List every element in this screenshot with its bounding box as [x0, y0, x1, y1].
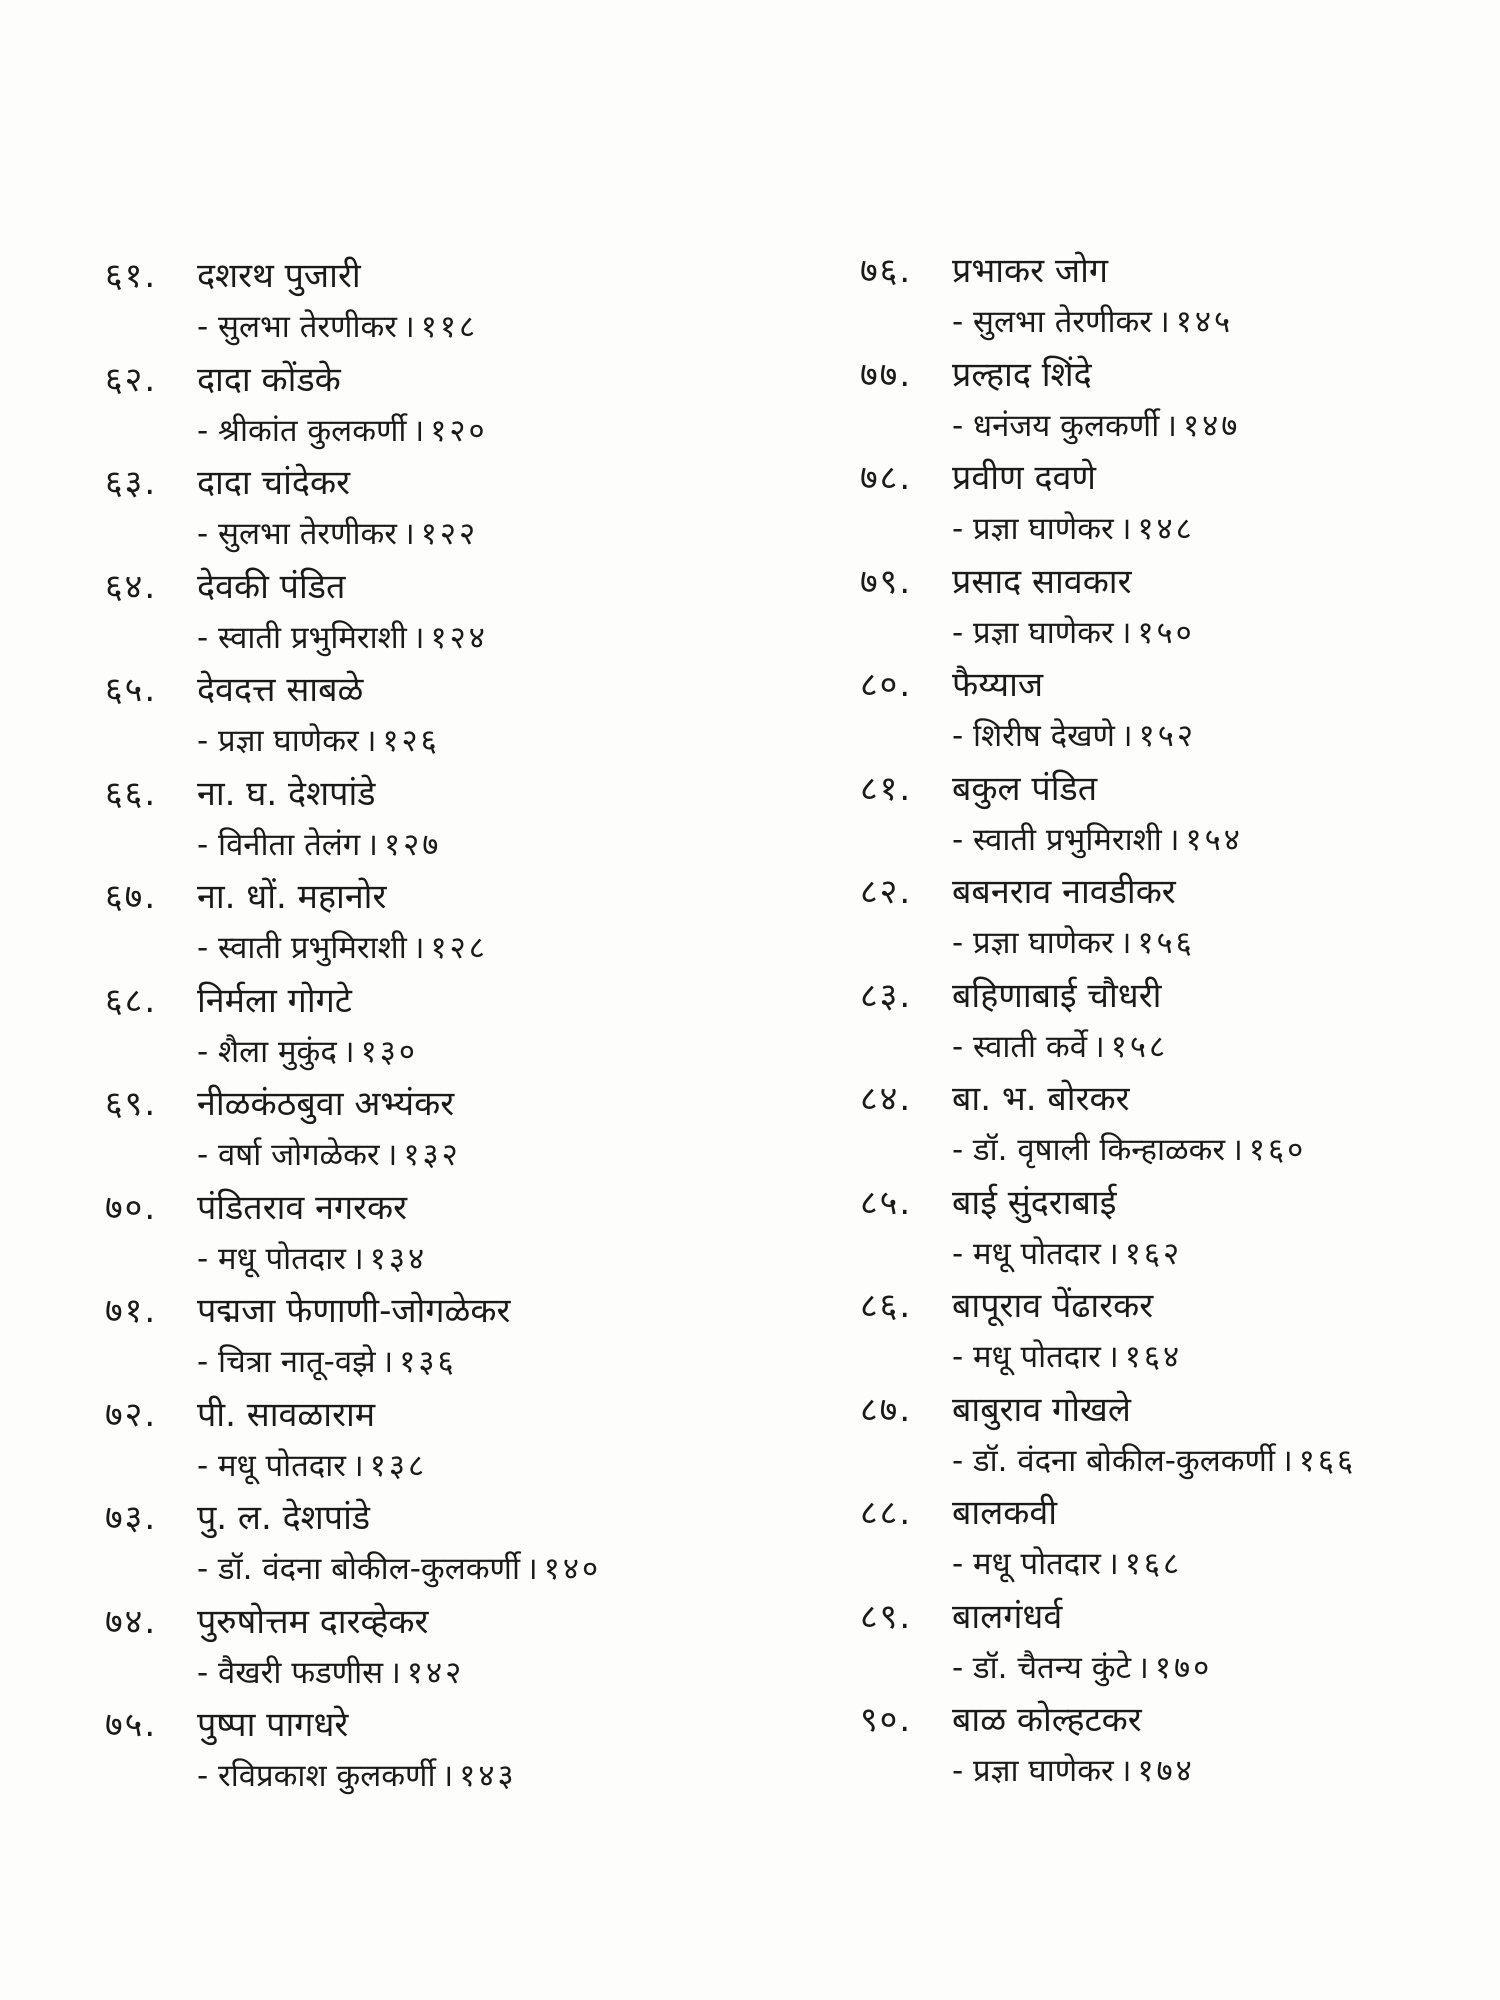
entry-author: - शैला मुकुंद — [197, 1033, 337, 1070]
toc-entry[interactable] — [105, 1078, 745, 1182]
entry-name: बहिणाबाई चौधरी — [952, 975, 1162, 1016]
toc-entry[interactable] — [860, 556, 1500, 660]
entry-number: ७५. — [105, 1705, 158, 1745]
entry-separator: । — [1281, 1442, 1293, 1479]
entry-name: बालकवी — [952, 1493, 1058, 1533]
entry-page-number: १६० — [1248, 1132, 1307, 1168]
entry-separator: । — [412, 619, 425, 656]
entry-number: ६५. — [105, 670, 158, 710]
entry-byline — [952, 1643, 1212, 1693]
toc-entry[interactable] — [860, 452, 1500, 556]
entry-heading — [860, 245, 1108, 297]
entry-byline — [197, 1337, 457, 1387]
entry-author: - डॉ. वंदना बोकील-कुलकर्णी — [952, 1442, 1275, 1479]
entry-byline — [952, 401, 1240, 451]
entry-name: बा. भ. बोरकर — [952, 1079, 1130, 1119]
entry-name: पंडितराव नगरकर — [197, 1187, 408, 1228]
entry-byline — [952, 1539, 1182, 1589]
entry-byline — [197, 302, 478, 352]
entry-separator: । — [385, 1137, 398, 1173]
entry-page-number: १६२ — [1124, 1235, 1183, 1272]
entry-heading — [105, 561, 345, 613]
toc-entry[interactable] — [860, 763, 1500, 867]
entry-page-number: १२८ — [430, 930, 488, 966]
entry-byline — [197, 406, 488, 456]
entry-heading — [860, 866, 1176, 918]
entry-author: - प्रज्ञा घाणेकर — [952, 614, 1114, 651]
entry-heading — [860, 452, 1096, 504]
entry-name: दादा चांदेकर — [197, 463, 350, 503]
toc-entry[interactable] — [860, 970, 1500, 1074]
entry-heading — [105, 457, 350, 509]
entry-number: ८३. — [860, 975, 913, 1016]
toc-column-right — [860, 245, 1500, 1798]
entry-name: पी. सावळाराम — [197, 1394, 376, 1435]
entry-heading — [860, 1591, 1062, 1643]
toc-entry[interactable] — [105, 1596, 745, 1700]
entry-byline — [952, 297, 1233, 347]
entry-separator: । — [1106, 1546, 1119, 1582]
toc-entry[interactable] — [105, 768, 745, 872]
toc-entry[interactable] — [860, 1694, 1500, 1798]
entry-page-number: १२६ — [382, 723, 440, 759]
toc-entry[interactable] — [860, 1280, 1500, 1384]
entry-byline — [197, 1751, 517, 1801]
entry-heading — [105, 768, 375, 820]
entry-author: - मधू पोतदार — [197, 1240, 346, 1277]
entry-number: ६८. — [105, 980, 158, 1021]
entry-author: - वैखरी फडणीस — [197, 1654, 384, 1691]
entry-name: ना. घ. देशपांडे — [197, 773, 376, 814]
entry-heading — [860, 1384, 1131, 1436]
entry-number: ७२. — [105, 1394, 158, 1435]
entry-heading — [860, 556, 1132, 608]
entry-separator: । — [1120, 718, 1133, 754]
entry-byline — [952, 1746, 1195, 1796]
entry-author: - स्वाती प्रभुमिराशी — [952, 821, 1162, 858]
entry-author: - सुलभा तेरणीकर — [952, 304, 1152, 340]
entry-number: ६७. — [105, 877, 158, 917]
entry-name: पुष्पा पागधरे — [197, 1705, 349, 1745]
toc-entry[interactable] — [860, 1487, 1500, 1591]
entry-author: - डॉ. वंदना बोकील-कुलकर्णी — [197, 1551, 520, 1587]
entry-number: ८५. — [860, 1182, 913, 1223]
toc-entry[interactable] — [105, 664, 745, 768]
toc-entry[interactable] — [860, 1073, 1500, 1177]
entry-number: ६६. — [105, 773, 158, 814]
entry-author: - स्वाती कर्वे — [952, 1028, 1087, 1065]
entry-page-number: १४८ — [1137, 511, 1195, 547]
toc-entry[interactable] — [105, 1285, 745, 1389]
entry-page-number: १५८ — [1110, 1028, 1169, 1065]
entry-name: फैय्याज — [952, 665, 1044, 705]
entry-number: ७६. — [860, 251, 913, 291]
entry-separator: । — [412, 930, 425, 966]
entry-byline — [952, 504, 1195, 554]
entry-heading — [860, 349, 1092, 401]
entry-name: ना. धों. महानोर — [197, 877, 387, 917]
toc-entry[interactable] — [105, 457, 745, 561]
entry-page-number: १४० — [543, 1551, 602, 1587]
entry-separator: । — [1119, 1753, 1132, 1789]
entry-page-number: १२२ — [420, 516, 479, 552]
entry-number: ६४. — [105, 566, 158, 607]
entry-byline — [197, 509, 478, 559]
entry-separator: । — [381, 1344, 394, 1380]
entry-heading — [105, 250, 361, 302]
entry-heading — [105, 1389, 375, 1441]
entry-heading — [860, 1694, 1142, 1746]
entry-page-number: १२० — [430, 412, 488, 449]
entry-byline — [197, 820, 441, 870]
entry-name: बाई सुंदराबाई — [952, 1182, 1117, 1223]
entry-author: - श्रीकांत कुलकर्णी — [197, 412, 407, 449]
entry-number: ६१. — [105, 256, 158, 296]
entry-separator: । — [364, 723, 377, 759]
entry-byline — [952, 815, 1243, 865]
entry-author: - डॉ. चैतन्य कुंटे — [952, 1649, 1132, 1686]
toc-entry[interactable] — [860, 1384, 1500, 1488]
entry-heading — [105, 1285, 510, 1337]
entry-separator: । — [1157, 304, 1170, 340]
entry-number: ७९. — [860, 561, 913, 602]
entry-byline — [197, 1130, 461, 1180]
entry-name: दादा कोंडके — [197, 359, 341, 400]
entry-author: - मधू पोतदार — [952, 1235, 1101, 1272]
entry-heading — [105, 1596, 428, 1648]
entry-separator: । — [1167, 821, 1180, 858]
toc-entry[interactable] — [105, 1182, 745, 1286]
entry-heading — [105, 1078, 454, 1130]
entry-heading — [860, 1073, 1130, 1125]
toc-entry[interactable] — [105, 975, 745, 1079]
entry-separator: । — [1119, 614, 1132, 651]
entry-page-number: १३६ — [399, 1344, 457, 1380]
entry-page-number: १५२ — [1138, 718, 1196, 754]
entry-byline — [197, 1441, 427, 1491]
entry-page-number: १७४ — [1137, 1753, 1195, 1789]
entry-heading — [860, 970, 1161, 1022]
entry-page-number: १२४ — [430, 619, 488, 656]
entry-author: - धनंजय कुलकर्णी — [952, 407, 1160, 444]
entry-name: बालगंधर्व — [952, 1596, 1063, 1637]
entry-name: बाळ कोल्हटकर — [952, 1700, 1142, 1740]
entry-page-number: १४३ — [459, 1758, 517, 1794]
entry-page-number: १५० — [1137, 614, 1195, 651]
entry-author: - रविप्रकाश कुलकर्णी — [197, 1758, 436, 1794]
entry-byline — [197, 613, 488, 663]
entry-separator: । — [412, 412, 425, 449]
entry-page-number: १३२ — [403, 1137, 461, 1173]
entry-name: पु. ल. देशपांडे — [197, 1498, 371, 1538]
entry-author: - स्वाती प्रभुमिराशी — [197, 619, 407, 656]
entry-number: ८१. — [860, 768, 913, 809]
entry-heading — [105, 1699, 348, 1751]
entry-byline — [197, 1027, 418, 1077]
entry-separator: । — [1119, 925, 1132, 961]
entry-separator: । — [526, 1551, 538, 1587]
entry-heading — [860, 659, 1043, 711]
entry-number: ७४. — [105, 1601, 158, 1642]
entry-number: ८७. — [860, 1389, 913, 1430]
entry-separator: । — [342, 1033, 355, 1070]
entry-separator: । — [1165, 407, 1177, 444]
entry-page-number: १३० — [360, 1033, 418, 1070]
entry-heading — [105, 664, 363, 716]
entry-heading — [860, 763, 1097, 815]
entry-name: दशरथ पुजारी — [197, 256, 361, 296]
entry-number: ८४. — [860, 1079, 913, 1119]
toc-entry[interactable] — [860, 1591, 1500, 1695]
entry-author: - प्रज्ञा घाणेकर — [952, 925, 1114, 961]
entry-heading — [105, 871, 386, 923]
toc-entry[interactable] — [860, 659, 1500, 763]
entry-name: पद्मजा फेणाणी-जोगळेकर — [197, 1291, 511, 1331]
entry-byline — [952, 1125, 1306, 1175]
entry-separator: । — [1231, 1132, 1243, 1168]
entry-byline — [952, 608, 1195, 658]
entry-number: ८९. — [860, 1596, 913, 1637]
entry-number: ६२. — [105, 359, 158, 400]
entry-byline — [197, 716, 440, 766]
entry-author: - स्वाती प्रभुमिराशी — [197, 930, 407, 966]
entry-separator: । — [1106, 1235, 1119, 1272]
entry-byline — [952, 918, 1195, 968]
entry-number: ९०. — [860, 1700, 913, 1740]
entry-number: ६३. — [105, 463, 158, 503]
entry-name: देवकी पंडित — [197, 566, 346, 607]
toc-entry[interactable] — [105, 561, 745, 665]
entry-name: नीळकंठबुवा अभ्यंकर — [197, 1084, 455, 1124]
entry-name: बबनराव नावडीकर — [952, 872, 1176, 912]
entry-name: प्रसाद सावकार — [952, 561, 1132, 602]
toc-entry[interactable] — [105, 250, 745, 354]
entry-separator: । — [351, 1240, 364, 1277]
entry-byline — [952, 1022, 1168, 1072]
entry-heading — [105, 975, 352, 1027]
entry-heading — [105, 354, 341, 406]
entry-name: बापूराव पेंढारकर — [952, 1286, 1154, 1326]
entry-number: ७३. — [105, 1498, 158, 1538]
entry-name: निर्मला गोगटे — [197, 980, 352, 1021]
entry-separator: । — [351, 1447, 364, 1484]
entry-author: - प्रज्ञा घाणेकर — [952, 1753, 1114, 1789]
entry-number: ७७. — [860, 354, 913, 395]
entry-separator: । — [1106, 1339, 1119, 1375]
entry-author: - सुलभा तेरणीकर — [197, 309, 397, 345]
entry-page-number: १६६ — [1298, 1442, 1357, 1479]
entry-separator: । — [389, 1654, 401, 1691]
entry-byline — [952, 711, 1196, 761]
entry-heading — [860, 1280, 1153, 1332]
entry-author: - विनीता तेलंग — [197, 826, 361, 863]
entry-author: - चित्रा नातू-वझे — [197, 1344, 376, 1380]
entry-byline — [952, 1332, 1182, 1382]
entry-number: ८६. — [860, 1286, 913, 1326]
toc-entry[interactable] — [860, 349, 1500, 453]
entry-author: - मधू पोतदार — [952, 1546, 1101, 1582]
entry-number: ७०. — [105, 1187, 158, 1228]
entry-byline — [197, 1648, 464, 1698]
entry-byline — [197, 1234, 427, 1284]
entry-page-number: ११८ — [420, 309, 479, 345]
entry-byline — [952, 1229, 1182, 1279]
entry-name: पुरुषोत्तम दारव्हेकर — [197, 1601, 429, 1642]
toc-column-left — [105, 250, 745, 1803]
entry-author: - सुलभा तेरणीकर — [197, 516, 397, 552]
entry-number: ८२. — [860, 872, 913, 912]
entry-byline — [197, 1544, 601, 1594]
entry-author: - मधू पोतदार — [197, 1447, 346, 1484]
entry-heading — [105, 1492, 370, 1544]
toc-entry[interactable] — [105, 354, 745, 458]
entry-author: - डॉ. वृषाली किन्हाळकर — [952, 1132, 1226, 1168]
entry-separator: । — [1092, 1028, 1105, 1065]
entry-author: - प्रज्ञा घाणेकर — [197, 723, 359, 759]
toc-entry[interactable] — [105, 1492, 745, 1596]
entry-page-number: १४२ — [406, 1654, 465, 1691]
entry-separator: । — [402, 309, 415, 345]
entry-page-number: १५६ — [1137, 925, 1195, 961]
entry-page-number: १६८ — [1124, 1546, 1183, 1582]
entry-author: - प्रज्ञा घाणेकर — [952, 511, 1114, 547]
entry-separator: । — [1119, 511, 1132, 547]
entry-name: प्रवीण दवणे — [952, 458, 1096, 498]
toc-entry[interactable] — [105, 1699, 745, 1803]
toc-entry[interactable] — [860, 866, 1500, 970]
entry-page-number: १३८ — [369, 1447, 428, 1484]
entry-number: ७१. — [105, 1291, 158, 1331]
entry-separator: । — [402, 516, 415, 552]
entry-number: ८८. — [860, 1493, 913, 1533]
entry-name: प्रभाकर जोग — [952, 251, 1109, 291]
entry-page-number: १४५ — [1175, 304, 1234, 340]
entry-page-number: १२७ — [383, 826, 442, 863]
entry-page-number: १६४ — [1124, 1339, 1183, 1375]
entry-heading — [860, 1487, 1057, 1539]
entry-number: ७८. — [860, 458, 913, 498]
entry-heading — [860, 1177, 1116, 1229]
entry-page-number: १४७ — [1182, 407, 1241, 444]
entry-author: - वर्षा जोगळेकर — [197, 1137, 380, 1173]
entry-author: - शिरीष देखणे — [952, 718, 1115, 754]
entry-name: प्रल्हाद शिंदे — [952, 354, 1092, 395]
entry-byline — [952, 1436, 1356, 1486]
toc-entry[interactable] — [105, 1389, 745, 1493]
entry-page-number: १७० — [1154, 1649, 1213, 1686]
toc-entry[interactable] — [860, 245, 1500, 349]
entry-separator: । — [1137, 1649, 1149, 1686]
entry-number: ८०. — [860, 665, 913, 705]
entry-byline — [197, 923, 488, 973]
entry-separator: । — [441, 1758, 454, 1794]
entry-page-number: १३४ — [369, 1240, 428, 1277]
entry-heading — [105, 1182, 407, 1234]
entry-name: बाबुराव गोखले — [952, 1389, 1131, 1430]
entry-number: ६९. — [105, 1084, 158, 1124]
toc-entry[interactable] — [105, 871, 745, 975]
entry-separator: । — [366, 826, 378, 863]
entry-page-number: १५४ — [1185, 821, 1243, 858]
entry-name: देवदत्त साबळे — [197, 670, 364, 710]
toc-entry[interactable] — [860, 1177, 1500, 1281]
entry-author: - मधू पोतदार — [952, 1339, 1101, 1375]
entry-name: बकुल पंडित — [952, 768, 1098, 809]
